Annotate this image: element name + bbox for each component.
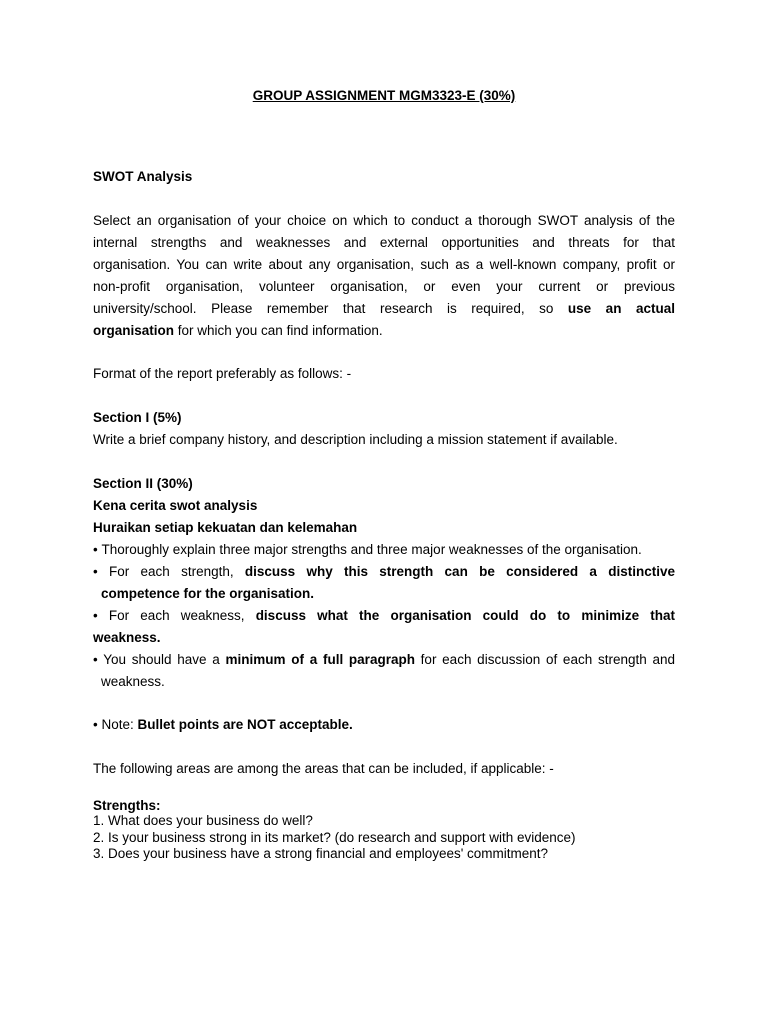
note-prefix: • Note: — [93, 717, 138, 732]
bullet-4-text: • You should have a — [93, 652, 226, 667]
format-line: Format of the report preferably as follows: - — [93, 366, 352, 381]
intro-paragraph — [93, 210, 675, 342]
bullet-item-4 — [93, 649, 675, 693]
strengths-list — [93, 813, 675, 863]
intro-line-1: Select an organisation of your choice on which to conduct a thorough SWOT analysis of the — [93, 213, 675, 228]
bullet-3-bold-2: weakness. — [93, 630, 161, 645]
intro-line-4: non-profit organisation, volunteer organisation, or even your current or previous — [93, 279, 675, 294]
bullet-4-line-2: weakness. — [101, 674, 165, 689]
list-item: 3. Does your business have a strong financial and employees' commitment? — [93, 846, 549, 861]
bullet-item-1 — [93, 539, 675, 561]
bullet-item-3 — [93, 605, 675, 649]
intro-line-3: organisation. You can write about any organisation, such as a well-known company, profit or — [93, 257, 675, 272]
bullet-icon: • — [93, 542, 98, 557]
bullet-4-line-1 — [93, 649, 675, 671]
section1-heading: Section I (5%) — [93, 410, 182, 425]
strengths-heading: Strengths: — [93, 798, 161, 813]
list-item: 1. What does your business do well? — [93, 813, 313, 828]
document-title: GROUP ASSIGNMENT MGM3323-E (30%) — [252, 88, 516, 103]
bullet-4-text-2: for each discussion of each strength and — [414, 652, 675, 667]
bullet-2-bold-1: discuss why this strength can be considered a distinctive — [244, 564, 675, 579]
areas-line: The following areas are among the areas that can be included, if applicable: - — [93, 761, 554, 776]
bullet-3-bold-1: discuss what the organisation could do to minimize that — [255, 608, 675, 623]
intro-line-5-bold: use an actual — [567, 301, 675, 316]
intro-line-6 — [93, 320, 675, 342]
intro-line-6-text: for which you can find information. — [174, 323, 383, 338]
bullet-3-text: • For each weakness, — [93, 608, 256, 623]
bullet-2-text: For each strength, — [109, 564, 245, 579]
note-line — [93, 714, 675, 736]
intro-line-5 — [93, 298, 675, 320]
bullet-4-bold: minimum of a full paragraph — [225, 652, 415, 667]
section2-sub2: Huraikan setiap kekuatan dan kelemahan — [93, 520, 358, 535]
intro-line-2: internal strengths and weaknesses and external opportunities and threats for that — [93, 235, 675, 250]
bullet-item-2 — [93, 561, 675, 605]
note-bold: Bullet points are NOT acceptable. — [137, 717, 353, 732]
bullet-3-line-1 — [93, 605, 675, 627]
swot-heading: SWOT Analysis — [93, 169, 193, 184]
bullet-1-text: Thoroughly explain three major strengths and three major weaknesses of the organisation. — [101, 542, 642, 557]
section2-heading: Section II (30%) — [93, 476, 193, 491]
section2-sub1: Kena cerita swot analysis — [93, 498, 258, 513]
bullet-2-line-1 — [93, 561, 675, 583]
bullet-icon: • — [93, 564, 98, 579]
section1-text: Write a brief company history, and description including a mission statement if available. — [93, 432, 618, 447]
list-item: 2. Is your business strong in its market? (do research and support with evidence) — [93, 829, 576, 845]
intro-line-6-bold: organisation — [93, 323, 175, 338]
bullet-2-bold-2: competence for the organisation. — [101, 586, 315, 601]
intro-line-5-text: university/school. Please remember that research is required, so — [93, 301, 568, 316]
